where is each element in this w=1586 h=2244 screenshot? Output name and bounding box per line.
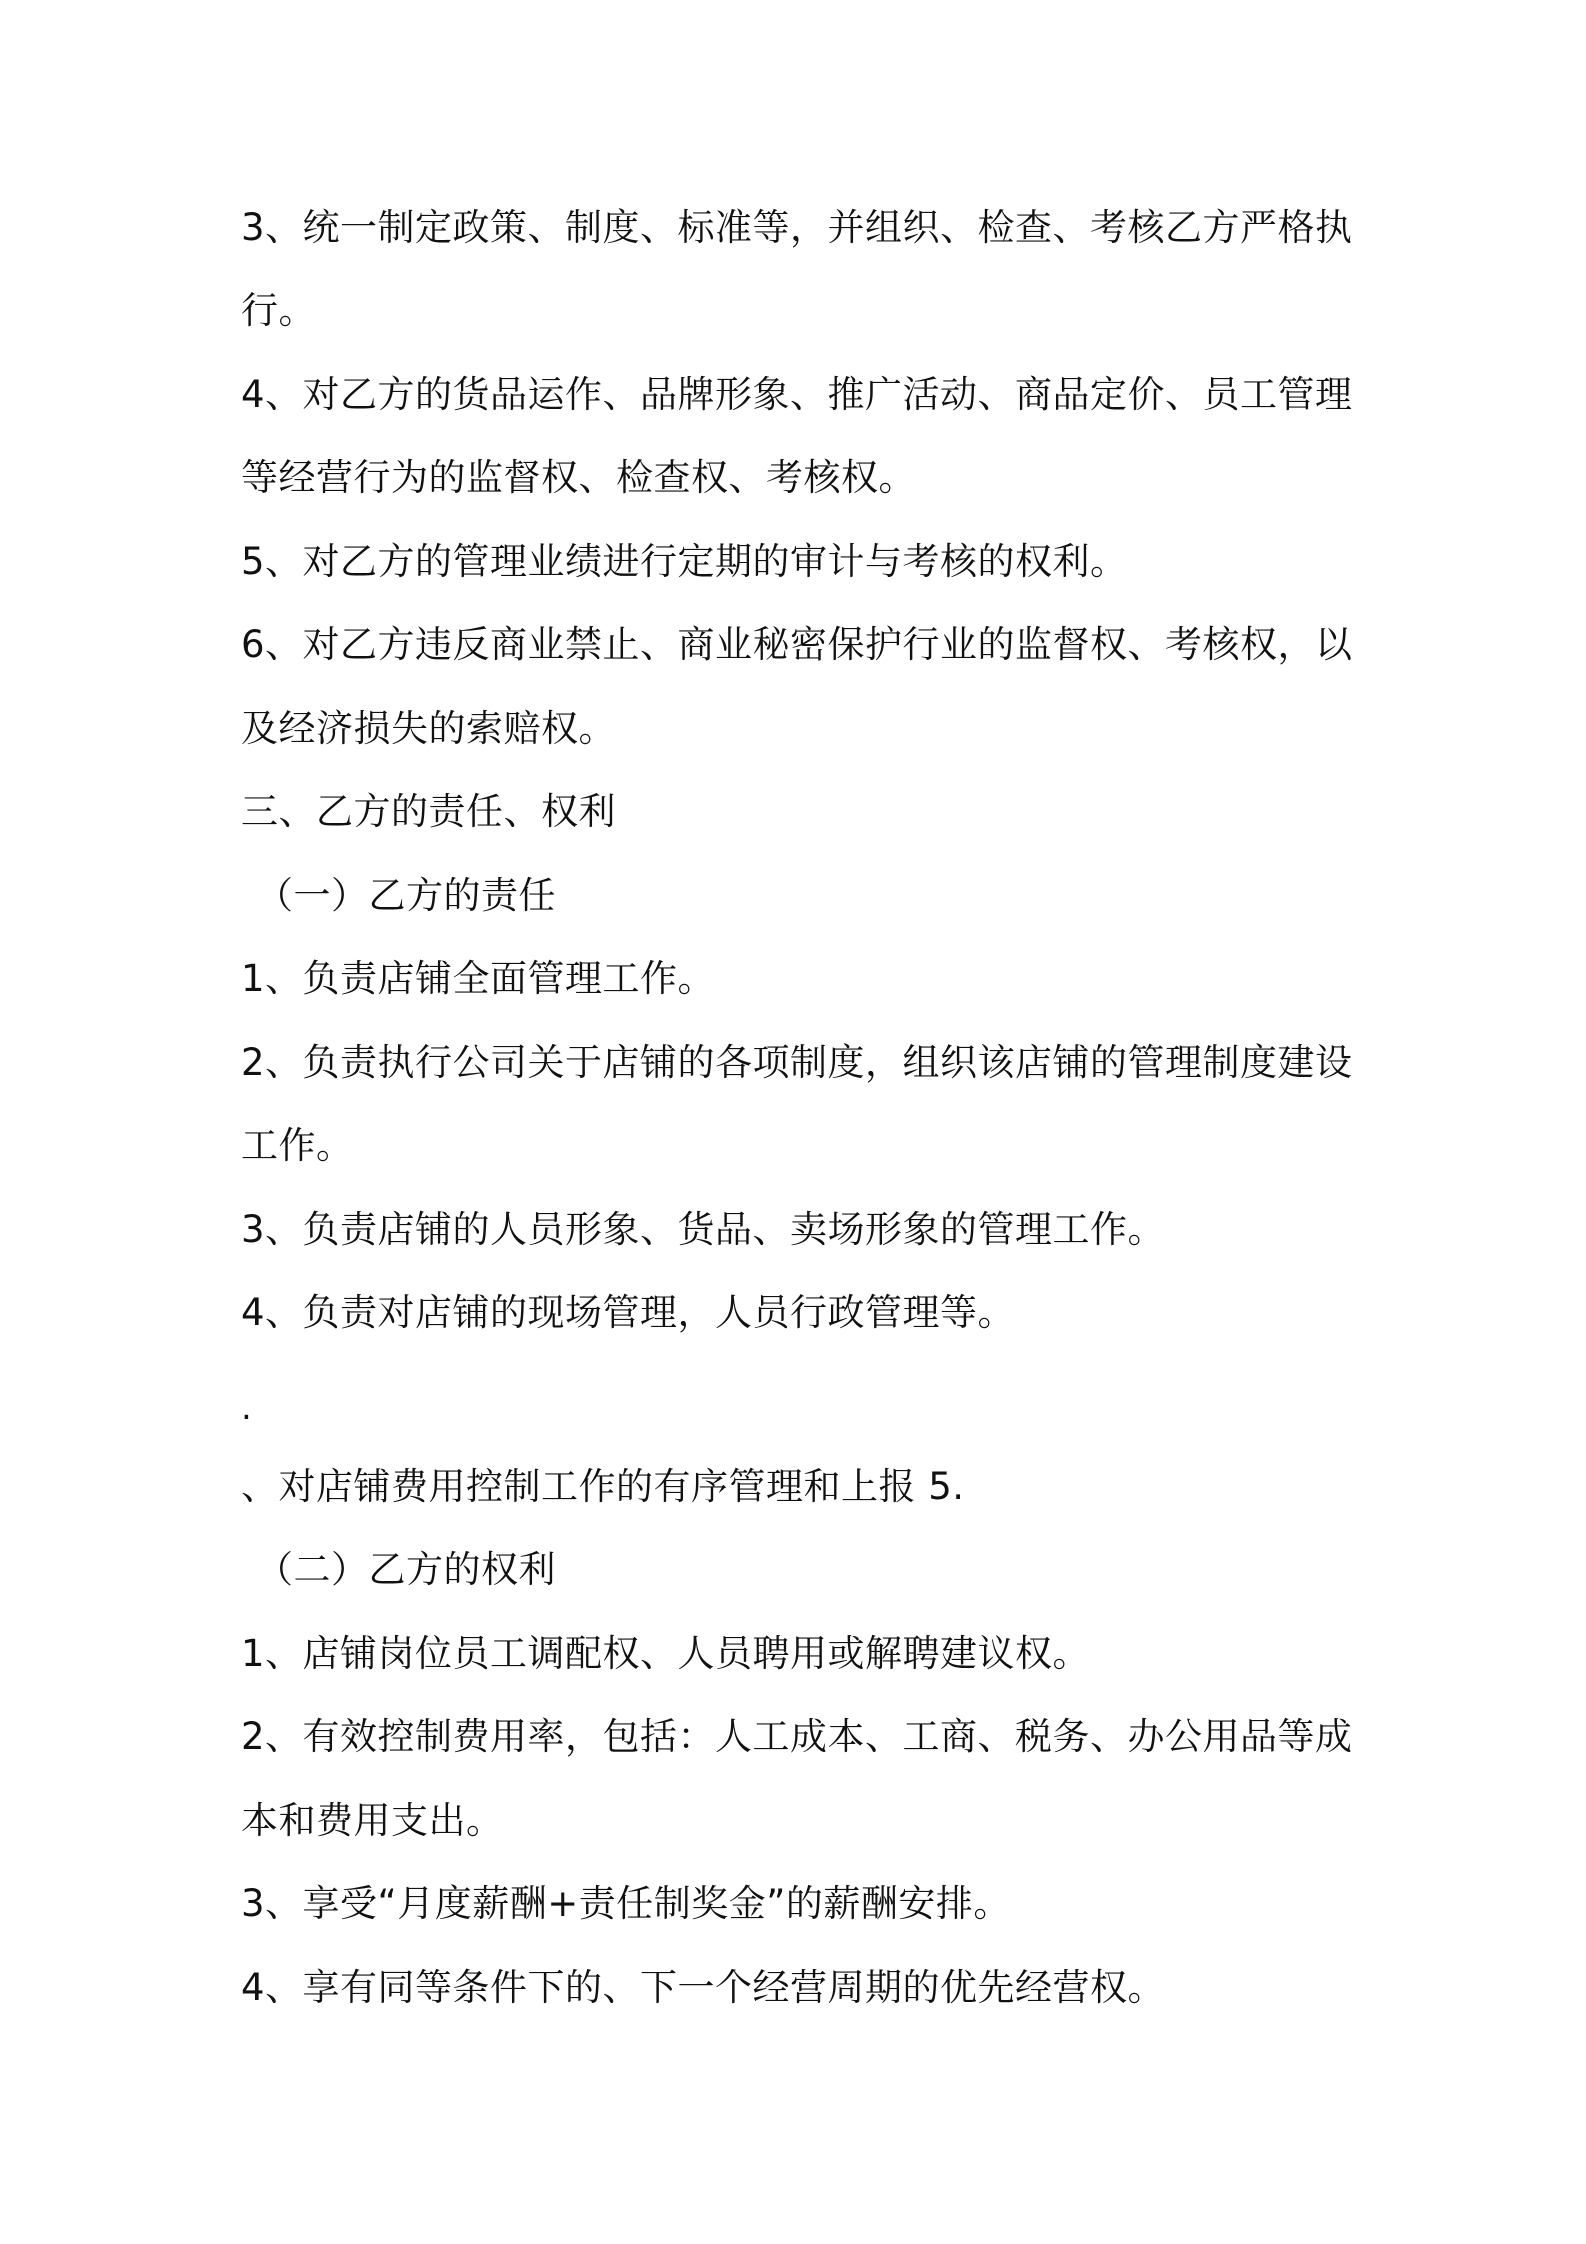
text-line: 等经营行为的监督权、检查权、考核权。 — [241, 456, 916, 499]
text-line: 本和费用支出。 — [241, 1799, 504, 1842]
text-line: 1、负责店铺全面管理工作。 — [241, 957, 716, 1000]
text-line: 2、负责执行公司关于店铺的各项制度，组织该店铺的管理制度建设 — [241, 1041, 1353, 1084]
subsection-heading: （一）乙方的责任 — [256, 874, 556, 917]
text-line: 及经济损失的索赔权。 — [241, 707, 616, 750]
text-line: 1、店铺岗位员工调配权、人员聘用或解聘建议权。 — [241, 1632, 1091, 1675]
text-line: 、对店铺费用控制工作的有序管理和上报 5. — [241, 1465, 965, 1508]
text-line: 4、负责对店铺的现场管理，人员行政管理等。 — [241, 1291, 1016, 1334]
text-line: 2、有效控制费用率，包括：人工成本、工商、税务、办公用品等成 — [241, 1715, 1353, 1758]
text-line: 6、对乙方违反商业禁止、商业秘密保护行业的监督权、考核权，以 — [241, 623, 1353, 666]
text-line: 5、对乙方的管理业绩进行定期的审计与考核的权利。 — [241, 540, 1128, 583]
text-line: 4、对乙方的货品运作、品牌形象、推广活动、商品定价、员工管理 — [241, 373, 1353, 416]
text-line: 3、享受“月度薪酬+责任制奖金”的薪酬安排。 — [241, 1882, 1011, 1925]
text-line: 3、负责店铺的人员形象、货品、卖场形象的管理工作。 — [241, 1208, 1166, 1251]
section-heading: 三、乙方的责任、权利 — [241, 790, 616, 833]
text-line: . — [241, 1388, 253, 1428]
text-line: 4、享有同等条件下的、下一个经营周期的优先经营权。 — [241, 1966, 1166, 2009]
text-line: 工作。 — [241, 1124, 354, 1167]
text-line: 3、统一制定政策、制度、标准等，并组织、检查、考核乙方严格执 — [241, 206, 1353, 249]
subsection-heading: （二）乙方的权利 — [256, 1548, 556, 1591]
text-line: 行。 — [241, 289, 316, 332]
